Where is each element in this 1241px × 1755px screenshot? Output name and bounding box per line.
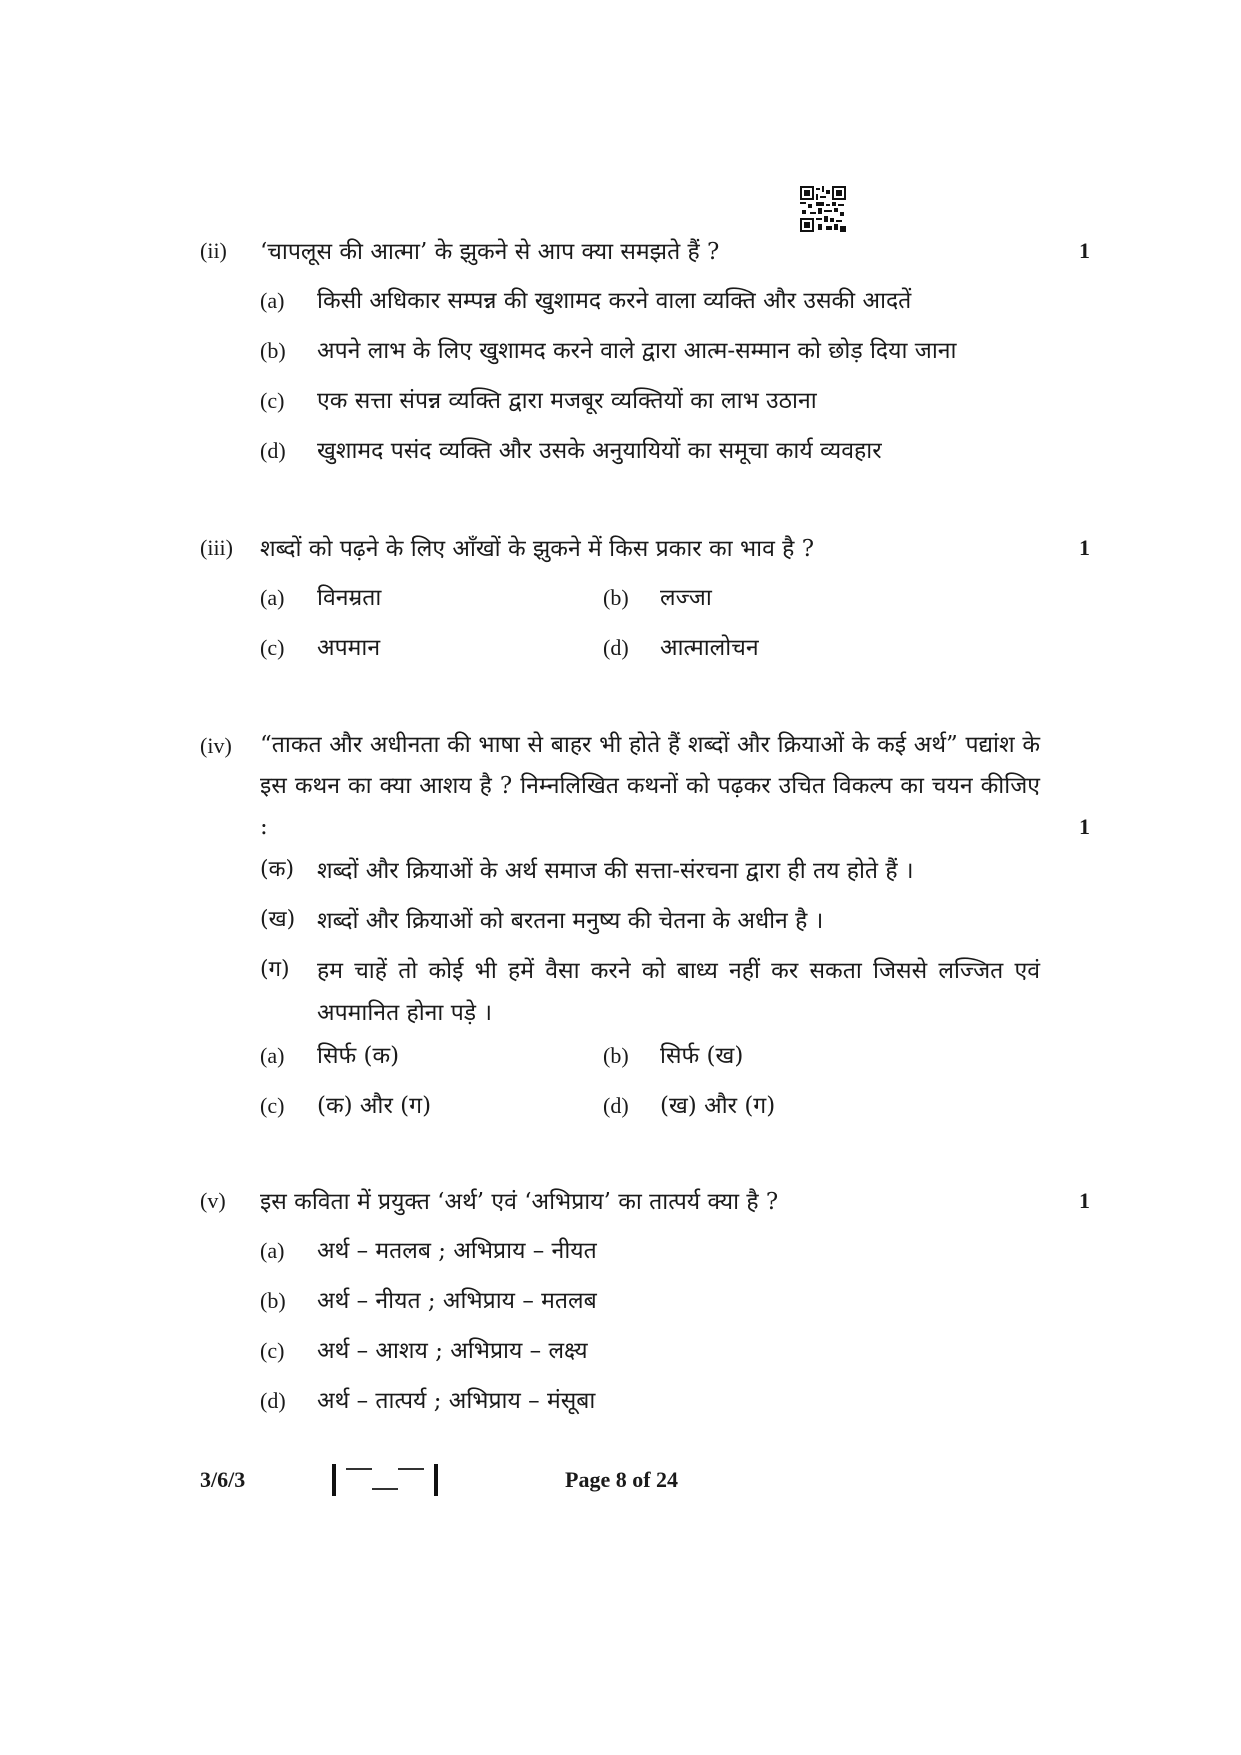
marks-label: 1 xyxy=(1079,814,1090,839)
marks-label: 1 xyxy=(1079,535,1090,560)
paper-code: 3/6/3 xyxy=(200,1467,246,1492)
statement-label: (ग) xyxy=(260,957,290,982)
statement-text: शब्दों और क्रियाओं के अर्थ समाज की सत्ता-संरचना द्वारा ही तय होते हैं । xyxy=(317,858,914,884)
question-number: (iv) xyxy=(200,733,232,758)
option-text: अर्थ – तात्पर्य ; अभिप्राय – मंसूबा xyxy=(317,1388,596,1414)
option-a xyxy=(260,290,960,320)
option-text: अर्थ – मतलब ; अभिप्राय – नीयत xyxy=(317,1238,597,1264)
option-c xyxy=(260,390,960,420)
option-label: (c) xyxy=(260,635,285,660)
option-a xyxy=(260,587,590,617)
option-label: (b) xyxy=(260,338,286,363)
option-c xyxy=(260,1340,960,1370)
option-b xyxy=(260,1290,960,1320)
option-text: सिर्फ (क) xyxy=(317,1043,400,1069)
option-label: (b) xyxy=(603,1043,629,1068)
question-iii xyxy=(200,537,1090,667)
option-d xyxy=(603,1095,933,1125)
statement-text: शब्दों और क्रियाओं को बरतना मनुष्य की चेतना के अधीन है । xyxy=(317,908,824,934)
option-label: (c) xyxy=(260,1093,285,1118)
option-text: खुशामद पसंद व्यक्ति और उसके अनुयायियों का समूचा कार्य व्यवहार xyxy=(317,438,882,464)
page-footer xyxy=(200,1467,900,1507)
option-label: (d) xyxy=(260,1388,286,1413)
page-number: Page 8 of 24 xyxy=(565,1467,679,1492)
marks-label: 1 xyxy=(1079,1188,1090,1213)
option-a xyxy=(260,1045,590,1075)
barcode-icon xyxy=(332,1462,438,1498)
option-b xyxy=(603,587,933,617)
option-label: (b) xyxy=(260,1288,286,1313)
question-iv xyxy=(200,732,1090,1135)
option-text: विनम्रता xyxy=(317,585,382,611)
statement-kha xyxy=(260,909,1040,951)
option-c xyxy=(260,1095,590,1125)
option-text: अर्थ – आशय ; अभिप्राय – लक्ष्य xyxy=(317,1338,588,1364)
option-text: अपमान xyxy=(317,635,381,661)
option-text: एक सत्ता संपन्न व्यक्ति द्वारा मजबूर व्यक्तियों का लाभ उठाना xyxy=(317,388,817,414)
option-text: लज्जा xyxy=(660,585,712,611)
statement-label: (ख) xyxy=(260,907,296,932)
option-label: (a) xyxy=(260,1238,285,1263)
option-label: (c) xyxy=(260,1338,285,1363)
option-d xyxy=(603,637,933,667)
question-text: “ताकत और अधीनता की भाषा से बाहर भी होते हैं शब्दों और क्रियाओं के कई अर्थ” पद्यांश के इस कथन का क्या आशय है ? निम्नलिखित कथनों को पढ़कर उचित विकल्प का चयन कीजिए : xyxy=(260,732,1040,840)
option-b xyxy=(603,1045,933,1075)
statement-ka xyxy=(260,859,1040,901)
question-number: (ii) xyxy=(200,238,227,263)
option-a xyxy=(260,1240,960,1270)
option-c xyxy=(260,637,590,667)
option-text: अर्थ – नीयत ; अभिप्राय – मतलब xyxy=(317,1288,597,1314)
marks-label: 1 xyxy=(1079,238,1090,263)
option-text: आत्मालोचन xyxy=(660,635,759,661)
option-text: (ख) और (ग) xyxy=(660,1093,776,1119)
option-label: (b) xyxy=(603,585,629,610)
option-d xyxy=(260,440,960,470)
option-text: सिर्फ (ख) xyxy=(660,1043,744,1069)
option-label: (a) xyxy=(260,1043,285,1068)
option-text: (क) और (ग) xyxy=(317,1093,432,1119)
option-label: (a) xyxy=(260,288,285,313)
option-text: अपने लाभ के लिए खुशामद करने वाले द्वारा आत्म-सम्मान को छोड़ दिया जाना xyxy=(317,338,957,364)
question-ii xyxy=(200,240,1090,470)
option-label: (d) xyxy=(260,438,286,463)
qr-code-icon xyxy=(800,186,846,232)
question-text: इस कविता में प्रयुक्त ‘अर्थ’ एवं ‘अभिप्राय’ का तात्पर्य क्या है ? xyxy=(260,1189,779,1215)
option-label: (a) xyxy=(260,585,285,610)
statement-label: (क) xyxy=(260,857,295,882)
option-b xyxy=(260,340,960,370)
statement-ga xyxy=(260,959,1040,1043)
question-number: (iii) xyxy=(200,535,233,560)
statement-text: हम चाहें तो कोई भी हमें वैसा करने को बाध्य नहीं कर सकता जिससे लज्जित एवं अपमानित होना पड़े । xyxy=(317,958,1040,1026)
question-v xyxy=(200,1190,1090,1420)
option-d xyxy=(260,1390,960,1420)
question-text: ‘चापलूस की आत्मा’ के झुकने से आप क्या समझते हैं ? xyxy=(260,239,720,265)
option-text: किसी अधिकार सम्पन्न की खुशामद करने वाला व्यक्ति और उसकी आदतें xyxy=(317,288,912,314)
option-label: (c) xyxy=(260,388,285,413)
question-text: शब्दों को पढ़ने के लिए आँखों के झुकने में किस प्रकार का भाव है ? xyxy=(260,536,815,562)
option-label: (d) xyxy=(603,1093,629,1118)
question-number: (v) xyxy=(200,1188,226,1213)
option-label: (d) xyxy=(603,635,629,660)
